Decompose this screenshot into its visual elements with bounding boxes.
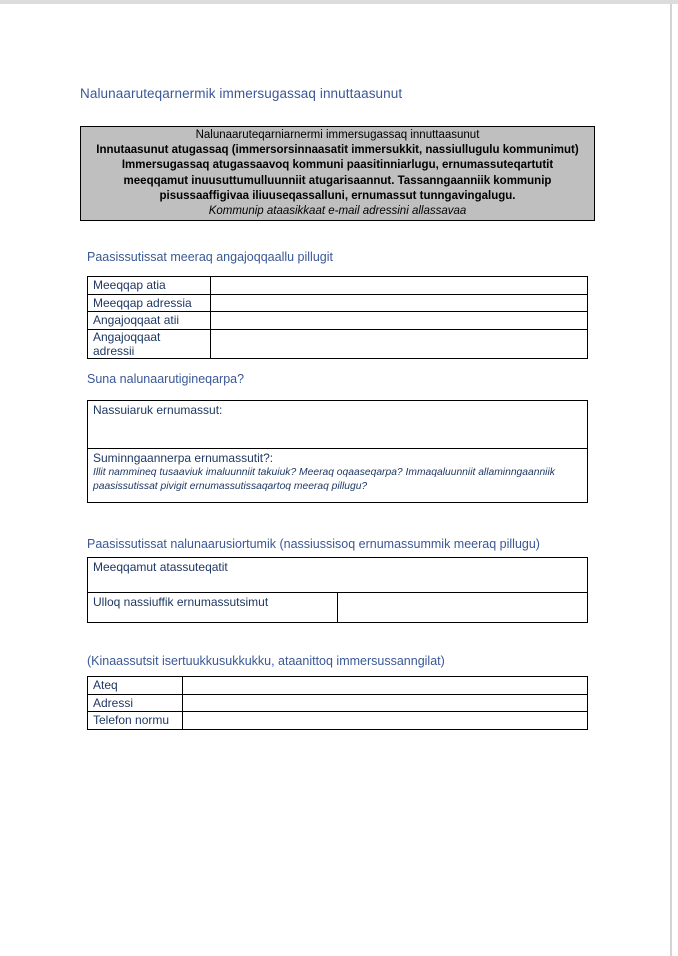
table-row	[88, 677, 588, 695]
section-heading-child-info: Paasissutissat meeraq angajoqqaallu pillugit	[87, 250, 333, 264]
phone-label: Telefon normu	[88, 712, 183, 730]
section-heading-report: Suna nalunaarutigineqarpa?	[87, 372, 245, 386]
table-row	[88, 558, 588, 593]
address-label: Adressi	[88, 694, 183, 712]
name-label: Ateq	[88, 677, 183, 695]
page-top-edge	[0, 0, 678, 4]
table-row	[88, 401, 588, 449]
notice-instruction: Innutaasunut atugassaq (immersorsinnaasatit immersukkit, nassiullugulu kommunimut)	[96, 144, 579, 157]
child-info-table	[87, 276, 588, 359]
page-right-edge	[670, 4, 672, 956]
describe-concern-label: Nassuiaruk ernumassut:	[93, 403, 223, 417]
date-sent-input-cell[interactable]	[338, 593, 588, 623]
notice-body-text: Immersugassaq atugassaavoq kommuni paasitinniarlugu, ernumassuteqartutit meeqqamut inuusuttumulluunniit atugarisaannut. Tassanngaanniik kommunip pisussaaffigivaa iliuuseqassalluni, ernumassut tunngavingalugu.	[121, 159, 554, 202]
concern-source-label: Suminngaannerpa ernumassutit?:	[93, 451, 274, 465]
relation-label: Meeqqamut atassuteqatit	[93, 560, 228, 574]
section-heading-reporter: Paasissutissat nalunaarusiortumik (nassiussisoq ernumassummik meeraq pillugu)	[87, 537, 540, 551]
child-name-label: Meeqqap atia	[88, 277, 211, 295]
describe-concern-cell[interactable]	[88, 401, 588, 449]
phone-input-cell[interactable]	[183, 712, 588, 730]
address-input-cell[interactable]	[183, 694, 588, 712]
date-sent-label: Ulloq nassiuffik ernumassutsimut	[88, 593, 338, 623]
identity-table	[87, 676, 588, 730]
table-row	[88, 694, 588, 712]
parents-address-label: Angajoqqaat adressii	[88, 329, 211, 358]
name-input-cell[interactable]	[183, 677, 588, 695]
report-table	[87, 400, 588, 503]
notice-subtitle: Nalunaaruteqarniarnermi immersugassaq innuttaasunut	[195, 129, 480, 141]
notice-box	[80, 126, 595, 221]
child-address-label: Meeqqap adressia	[88, 294, 211, 312]
parents-address-input-cell[interactable]	[211, 329, 588, 358]
notice-footer-note: Kommunip ataasikkaat e-mail adressini allassavaa	[208, 205, 467, 218]
concern-source-note: Illit nammineq tusaaviuk imaluunniit takuiuk? Meeraq oqaaseqarpa? Immaqaluunniit allaminngaanniik paasissutissat pivigit ernumassutissaqartoq meeraq pillugu?	[93, 467, 555, 492]
reporter-table	[87, 557, 588, 623]
relation-cell[interactable]	[88, 558, 588, 593]
table-row	[88, 449, 588, 503]
section-heading-identity: (Kinaassutsit isertuukkusukkukku, ataanittoq immersussanngilat)	[87, 654, 445, 668]
child-address-input-cell[interactable]	[211, 294, 588, 312]
table-row	[88, 312, 588, 330]
table-row	[88, 329, 588, 358]
table-row	[88, 277, 588, 295]
table-row	[88, 712, 588, 730]
table-row	[88, 593, 588, 623]
child-name-input-cell[interactable]	[211, 277, 588, 295]
parents-name-label: Angajoqqaat atii	[88, 312, 211, 330]
parents-name-input-cell[interactable]	[211, 312, 588, 330]
table-row	[88, 294, 588, 312]
document-title: Nalunaaruteqarnermik immersugassaq innuttaasunut	[80, 86, 403, 101]
concern-source-cell[interactable]	[88, 449, 588, 503]
